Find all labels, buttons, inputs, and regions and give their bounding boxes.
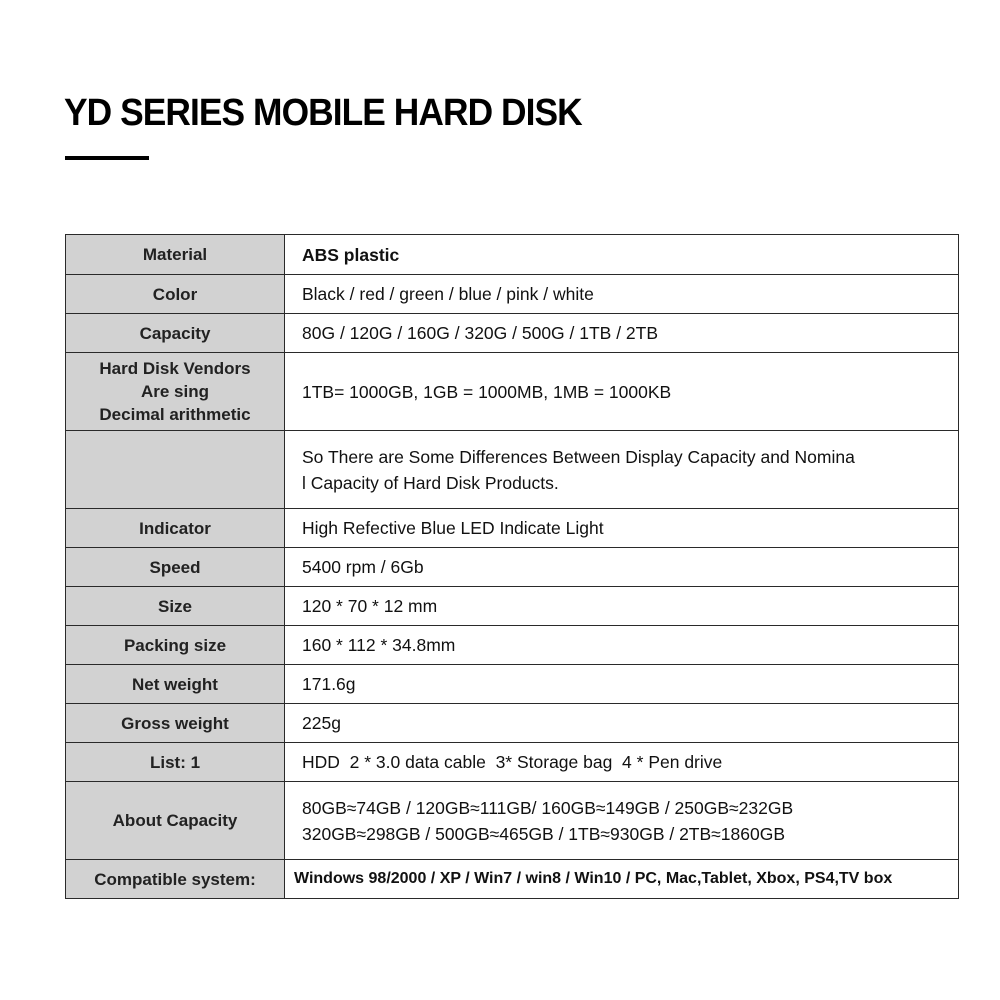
spec-row-net-weight <box>66 665 959 704</box>
spec-value: 225g <box>285 704 959 743</box>
spec-label <box>66 431 285 509</box>
spec-value: ABS plastic <box>285 235 959 275</box>
spec-row-list <box>66 743 959 782</box>
spec-row-vendors <box>66 353 959 431</box>
spec-row-capacity <box>66 314 959 353</box>
spec-value-line: 80GB≈74GB / 120GB≈111GB/ 160GB≈149GB / 250GB≈232GB <box>302 797 794 818</box>
spec-label: Speed <box>66 548 285 587</box>
spec-label: Compatible system: <box>66 860 285 899</box>
page-title: YD SERIES MOBILE HARD DISK <box>64 92 582 134</box>
spec-value: 80G / 120G / 160G / 320G / 500G / 1TB / 2TB <box>285 314 959 353</box>
spec-value: Black / red / green / blue / pink / white <box>285 275 959 314</box>
title-underline <box>65 156 149 160</box>
spec-value: 160 * 112 * 34.8mm <box>285 626 959 665</box>
spec-row-compatible <box>66 860 959 899</box>
spec-label: Capacity <box>66 314 285 353</box>
spec-label: Indicator <box>66 509 285 548</box>
spec-value: HDD 2 * 3.0 data cable 3* Storage bag 4 * Pen drive <box>285 743 959 782</box>
spec-label: List: 1 <box>66 743 285 782</box>
spec-row-size <box>66 587 959 626</box>
spec-label: About Capacity <box>66 782 285 860</box>
spec-label: Material <box>66 235 285 275</box>
spec-label: Packing size <box>66 626 285 665</box>
spec-label-line: Decimal arithmetic <box>99 405 251 424</box>
spec-row-gross-weight <box>66 704 959 743</box>
spec-value <box>285 782 959 860</box>
spec-value: High Refective Blue LED Indicate Light <box>285 509 959 548</box>
spec-row-color <box>66 275 959 314</box>
spec-value: Windows 98/2000 / XP / Win7 / win8 / Win10 / PC, Mac,Tablet, Xbox, PS4,TV box <box>285 860 959 899</box>
spec-row-indicator <box>66 509 959 548</box>
spec-label <box>66 353 285 431</box>
spec-label: Color <box>66 275 285 314</box>
spec-value-line: l Capacity of Hard Disk Products. <box>302 472 559 493</box>
spec-row-about-capacity <box>66 782 959 860</box>
spec-value <box>285 431 959 509</box>
spec-label: Net weight <box>66 665 285 704</box>
spec-value: 1TB= 1000GB, 1GB = 1000MB, 1MB = 1000KB <box>285 353 959 431</box>
spec-value-line: 320GB≈298GB / 500GB≈465GB / 1TB≈930GB / 2TB≈1860GB <box>302 823 785 844</box>
spec-value: 5400 rpm / 6Gb <box>285 548 959 587</box>
spec-label-line: Are sing <box>140 382 210 401</box>
spec-label-line: Hard Disk Vendors <box>99 359 251 378</box>
spec-row-speed <box>66 548 959 587</box>
spec-table <box>65 234 959 899</box>
spec-value: 120 * 70 * 12 mm <box>285 587 959 626</box>
spec-row-packing <box>66 626 959 665</box>
spec-label: Size <box>66 587 285 626</box>
spec-row-material <box>66 235 959 275</box>
spec-row-difference <box>66 431 959 509</box>
spec-value-line: So There are Some Differences Between Display Capacity and Nomina <box>302 446 855 467</box>
spec-value: 171.6g <box>285 665 959 704</box>
spec-label: Gross weight <box>66 704 285 743</box>
